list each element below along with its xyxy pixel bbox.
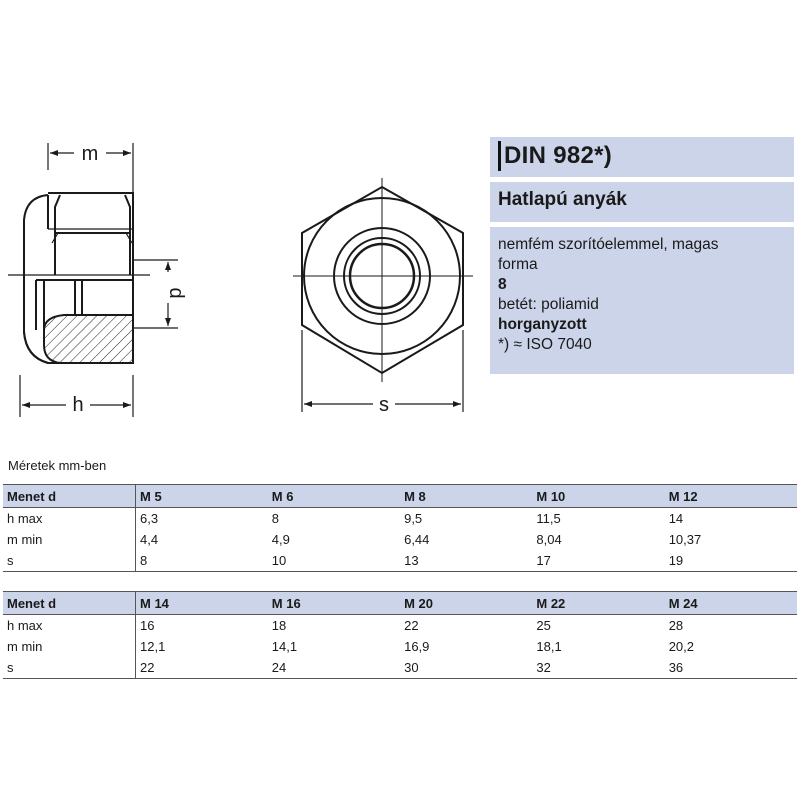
table-row	[3, 615, 797, 637]
table-cell: 19	[665, 550, 797, 572]
header-cell: M 24	[665, 592, 797, 615]
header-cell: M 22	[532, 592, 664, 615]
dim-label-s: s	[379, 394, 389, 416]
row-label: h max	[3, 508, 136, 530]
dimensions-table-2	[3, 591, 797, 679]
spec-line-insert: betét: poliamid	[498, 296, 599, 313]
table-cell: 18,1	[536, 639, 562, 654]
table-cell: 14	[668, 511, 684, 526]
table-cell: 22	[404, 618, 419, 633]
units-note: Méretek mm-ben	[8, 458, 107, 473]
row-label: m min	[3, 636, 136, 657]
row-label: s	[3, 550, 136, 572]
table-cell: 16	[140, 618, 155, 633]
header-cell: M 20	[400, 592, 532, 615]
table-header-row	[3, 592, 797, 615]
spec-line-iso: *) ≈ ISO 7040	[498, 336, 592, 353]
table-cell: 22	[136, 657, 268, 679]
header-cell: Menet d	[3, 592, 136, 615]
table-row	[3, 657, 797, 679]
spec-line-form: forma	[498, 256, 538, 273]
table-cell: 6,3	[140, 511, 159, 526]
spec-line-material: nemfém szorítóelemmel, magas	[498, 236, 719, 253]
row-label: m min	[3, 529, 136, 550]
table-row	[3, 550, 797, 572]
spec-details	[490, 227, 794, 374]
dimensions-table-1	[3, 484, 797, 572]
table-cell: 24	[268, 657, 400, 679]
table-cell: 11,5	[536, 511, 561, 526]
table-cell: 16,9	[404, 639, 430, 654]
table-cell: 18	[271, 618, 287, 633]
table-cell: 30	[400, 657, 532, 679]
table-cell: 12,1	[140, 639, 166, 654]
table-cell: 6,44	[404, 532, 430, 547]
table-cell: 32	[532, 657, 664, 679]
table-cell: 4,9	[271, 532, 290, 547]
header-cell: M 8	[400, 485, 532, 508]
table-cell: 20,2	[668, 639, 694, 654]
header-cell: M 10	[532, 485, 664, 508]
spec-title-box	[490, 137, 794, 177]
header-cell: M 12	[665, 485, 797, 508]
header-cell: M 6	[268, 485, 400, 508]
table-cell: 10,37	[668, 532, 702, 547]
dim-label-h: h	[72, 394, 84, 416]
table-cell: 28	[668, 618, 684, 633]
side-view-drawing	[0, 135, 187, 425]
row-label: s	[3, 657, 136, 679]
header-cell: M 14	[136, 592, 268, 615]
table-cell: 36	[665, 657, 797, 679]
front-view-drawing	[285, 170, 485, 420]
table-row	[3, 508, 797, 530]
spec-subtitle-box	[490, 182, 794, 222]
table-cell: 8	[136, 550, 268, 572]
table-cell: 25	[536, 618, 551, 633]
row-label: h max	[3, 615, 136, 637]
dim-label-d: d	[165, 287, 187, 299]
table-cell: 14,1	[271, 639, 298, 654]
table-cell: 4,4	[140, 532, 159, 547]
table-cell: 10	[268, 550, 400, 572]
table-header-row	[3, 485, 797, 508]
table-cell: 8	[271, 511, 280, 526]
spec-title: DIN 982*)	[498, 141, 612, 171]
spec-line-finish: horganyzott	[498, 316, 587, 333]
dim-label-m: m	[81, 143, 99, 165]
table-cell: 13	[400, 550, 532, 572]
table-row	[3, 529, 797, 550]
table-row	[3, 636, 797, 657]
spec-subtitle: Hatlapú anyák	[498, 189, 627, 210]
table-cell: 8,04	[536, 532, 562, 547]
table-cell: 9,5	[404, 511, 423, 526]
header-cell: M 16	[268, 592, 400, 615]
header-cell: Menet d	[3, 485, 136, 508]
table-cell: 17	[532, 550, 664, 572]
spec-line-grade: 8	[498, 276, 507, 293]
header-cell: M 5	[136, 485, 268, 508]
